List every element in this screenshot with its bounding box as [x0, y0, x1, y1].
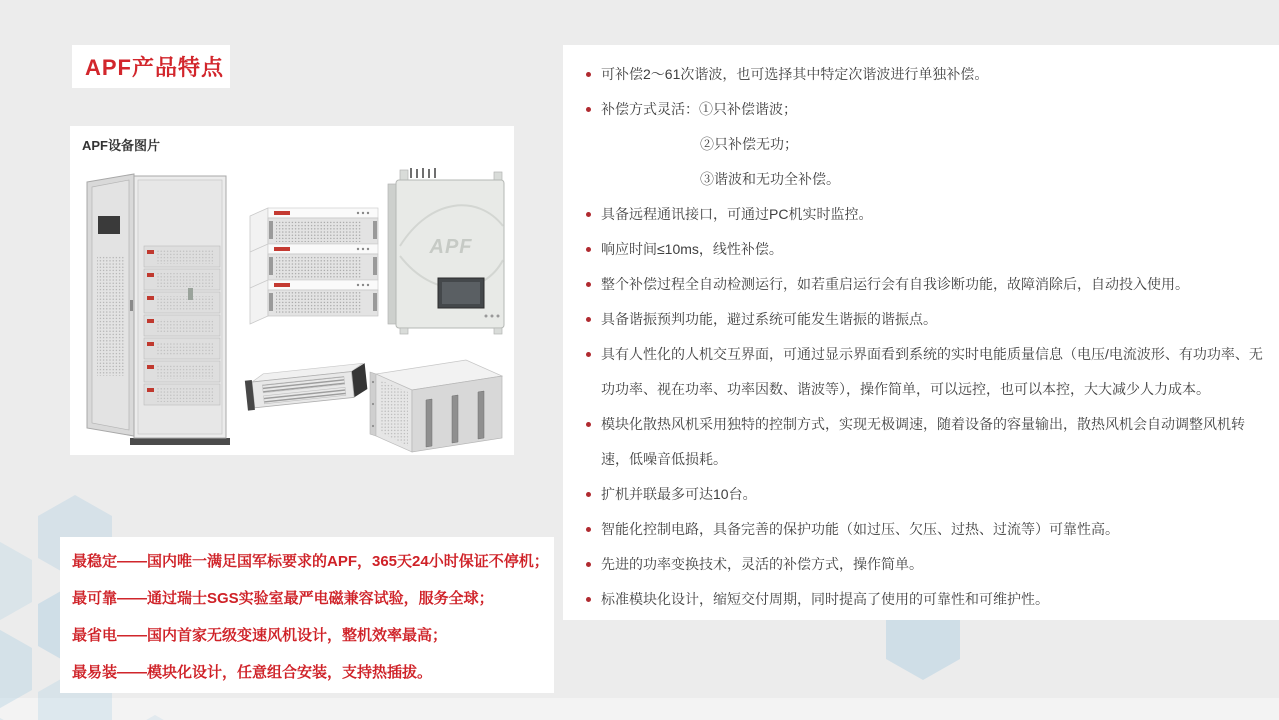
bullet-dot-icon	[586, 527, 591, 532]
feature-text: 具有人性化的人机交互界面，可通过显示界面看到系统的实时电能质量信息（电压/电流波形、有功功率、无功功率、视在功率、功率因数、谐波等），操作简单，可以远控，也可以本控，大大减少人力成本。	[601, 346, 1263, 397]
bullet-dot-icon	[586, 212, 591, 217]
feature-item	[586, 302, 1265, 337]
highlight-line: 最易装——模块化设计，任意组合安装，支持热插拔。	[72, 664, 433, 681]
feature-text: 智能化控制电路，具备完善的保护功能（如过压、欠压、过热、过流等）可靠性高。	[601, 521, 1119, 537]
cabinet-open-door-image	[87, 174, 230, 445]
feature-text: 整个补偿过程全自动检测运行，如若重启运行会有自我诊断功能，故障消除后，自动投入使用。	[601, 276, 1189, 292]
bullet-dot-icon	[586, 317, 591, 322]
bullet-dot-icon	[586, 107, 591, 112]
feature-item	[586, 477, 1265, 512]
feature-text: 具备远程通讯接口，可通过PC机实时监控。	[601, 206, 873, 222]
highlight-line: 最稳定——国内唯一满足国军标要求的APF，365天24小时保证不停机；	[72, 553, 549, 570]
feature-item	[586, 337, 1265, 407]
feature-text: 具备谐振预判功能，避过系统可能发生谐振的谐振点。	[601, 311, 937, 327]
bullet-dot-icon	[586, 492, 591, 497]
stacked-modules-image	[250, 208, 378, 324]
highlights-panel	[60, 537, 554, 693]
bullet-dot-icon	[586, 422, 591, 427]
feature-item	[586, 57, 1265, 92]
feature-item	[586, 582, 1265, 617]
feature-text: 扩机并联最多可达10台。	[601, 486, 757, 502]
bullet-dot-icon	[586, 352, 591, 357]
page-title: APF产品特点	[85, 55, 225, 80]
feature-text: ②只补偿无功；	[700, 136, 798, 152]
feature-text: 模块化散热风机采用独特的控制方式，实现无极调速，随着设备的容量输出，散热风机会自动调整风机转速，低噪音低损耗。	[601, 416, 1245, 467]
rack-2u-image	[244, 363, 368, 410]
feature-item	[586, 267, 1265, 302]
slide-title-box	[72, 45, 230, 88]
bullet-dot-icon	[586, 597, 591, 602]
wall-unit-image	[388, 168, 504, 334]
rack-module-image	[370, 360, 502, 452]
apf-devices-illustration	[70, 160, 514, 453]
feature-item	[586, 92, 1265, 127]
decorative-hexagon	[0, 539, 32, 623]
feature-item	[586, 547, 1265, 582]
highlight-line: 最省电——国内首家无级变速风机设计，整机效率最高；	[72, 627, 448, 644]
highlight-line: 最可靠——通过瑞士SGS实验室最严电磁兼容试验，服务全球；	[72, 590, 494, 607]
feature-text: 响应时间≤10ms，线性补偿。	[601, 241, 783, 257]
device-apf-logo: APF	[429, 236, 473, 258]
feature-text: ③谐波和无功全补偿。	[700, 171, 840, 187]
feature-text: 标准模块化设计，缩短交付周期，同时提高了使用的可靠性和可维护性。	[601, 591, 1049, 607]
feature-text: 可补偿2～61次谐波，也可选择其中特定次谐波进行单独补偿。	[601, 66, 989, 82]
bottom-strip	[0, 698, 1279, 720]
bullet-dot-icon	[586, 72, 591, 77]
feature-text: 先进的功率变换技术，灵活的补偿方式，操作简单。	[601, 556, 923, 572]
feature-item	[586, 512, 1265, 547]
bullet-dot-icon	[586, 562, 591, 567]
bullet-dot-icon	[586, 282, 591, 287]
feature-item	[586, 407, 1265, 477]
feature-subitem	[586, 127, 1265, 162]
feature-text: 补偿方式灵活：①只补偿谐波；	[601, 101, 797, 117]
device-image-panel	[70, 126, 514, 455]
feature-subitem	[586, 162, 1265, 197]
features-panel	[563, 45, 1279, 620]
feature-item	[586, 232, 1265, 267]
image-panel-label: APF设备图片	[82, 138, 161, 153]
bullet-dot-icon	[586, 247, 591, 252]
feature-item	[586, 197, 1265, 232]
